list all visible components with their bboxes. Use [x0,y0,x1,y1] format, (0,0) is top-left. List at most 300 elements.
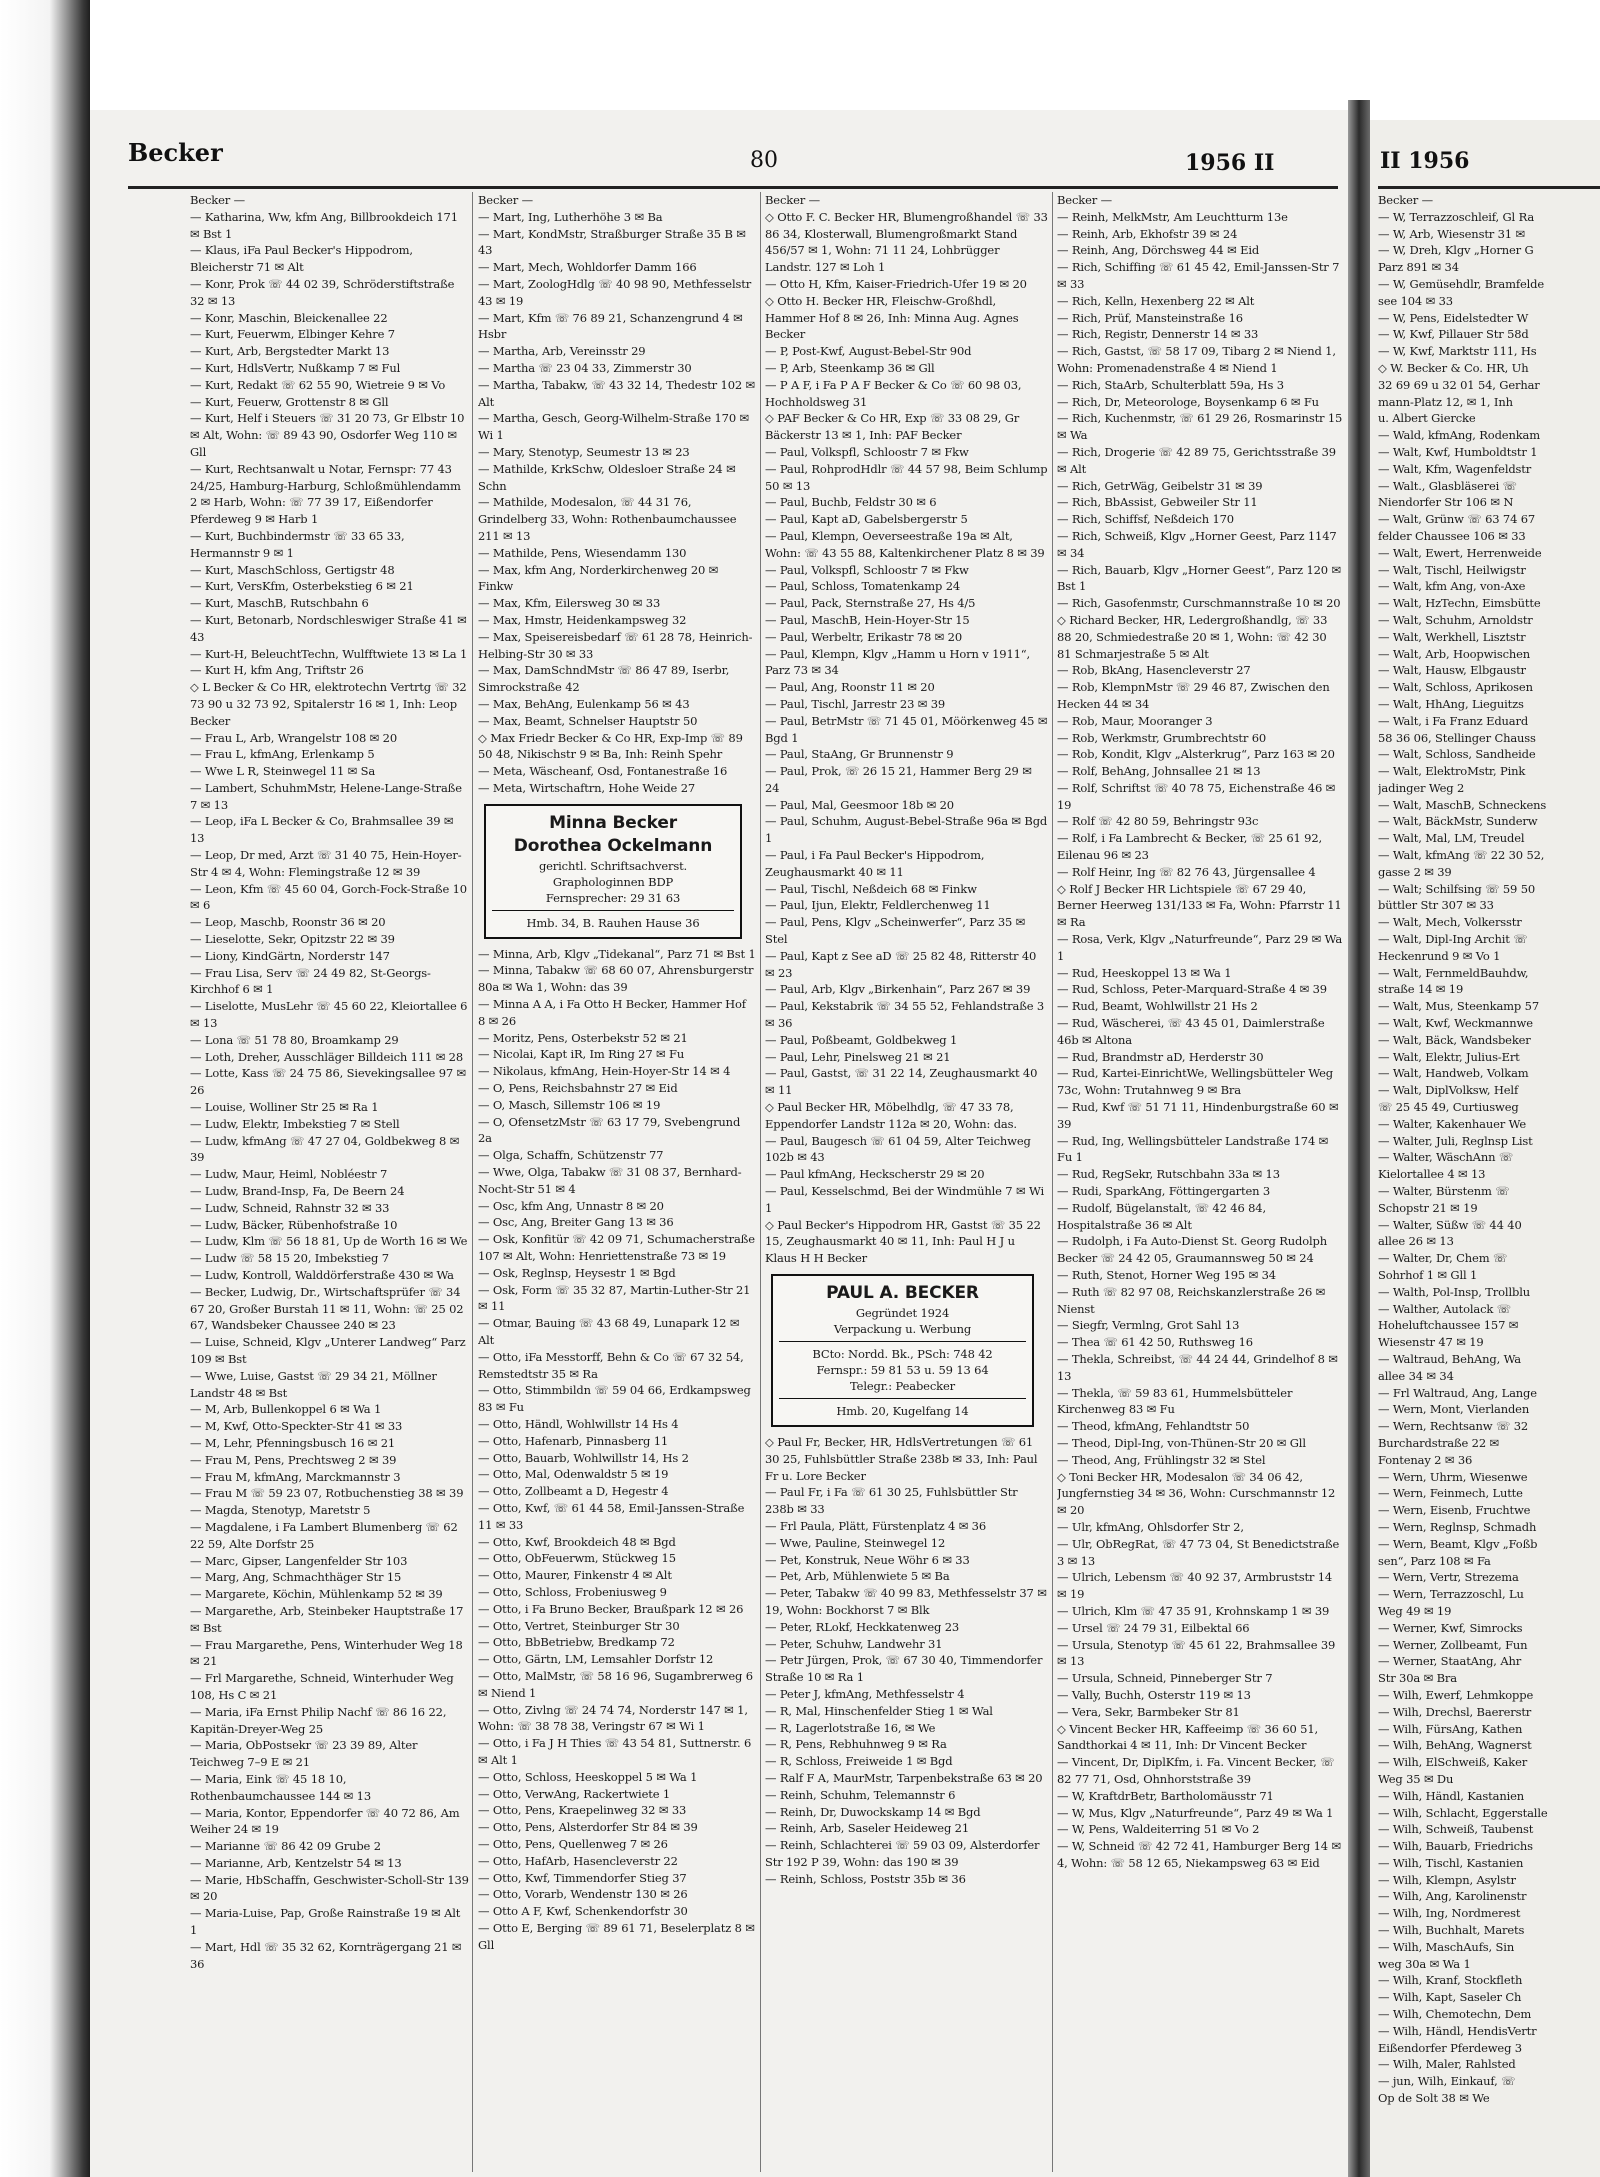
directory-entry: — Minna A A, i Fa Otto H Becker, Hammer Hof 8 ✉ 26 [478,997,746,1028]
directory-entry: — P, Arb, Steenkamp 36 ✉ Gll [765,360,935,375]
directory-entry: weg 30a ✉ Wa 1 [1378,1956,1471,1971]
directory-entry: — Werner, Kwf, Simrocks [1378,1620,1523,1635]
directory-entry: — Rud, Ing, Wellingsbütteler Landstraße 174 ✉ Fu 1 [1057,1133,1329,1165]
directory-entry: — Otto E, Berging ☏ 89 61 71, Beselerplatz 8 ✉ Gll [478,1920,755,1952]
directory-entry: — Waltraud, BehAng, Wa [1378,1351,1521,1366]
directory-entry: — W, Pens, Eidelstedter W [1378,310,1529,325]
directory-entry: — Reinh, Dr, Duwockskamp 14 ✉ Bgd [765,1804,981,1819]
directory-entry: — Paul, Kapt z See aD ☏ 25 82 48, Ritterstr 40 ✉ 23 [765,948,1037,980]
directory-entry: ◇ PAF Becker & Co HR, Exp ☏ 33 08 29, Gr Bäckerstr 13 ✉ 1, Inh: PAF Becker [765,411,1020,443]
directory-entry: — Mart, ZoologHdlg ☏ 40 98 90, Methfesselstr 43 ✉ 19 [478,276,752,308]
directory-entry: — Walt, Schloss, Aprikosen [1378,680,1533,695]
directory-entry: — Paul, Poßbeamt, Goldbekweg 1 [765,1032,958,1047]
directory-entry: — Walt, BäckMstr, Sunderw [1378,814,1538,829]
directory-entry: — W, KraftdrBetr, Bartholomäusstr 71 [1057,1788,1274,1803]
directory-entry: — Rob, Werkmstr, Grumbrechtstr 60 [1057,730,1267,745]
directory-entry: — Paul, Tischl, Neßdeich 68 ✉ Finkw [765,881,977,896]
directory-entry: — Katharina, Ww, kfm Ang, Billbrookdeich 171 ✉ Bst 1 [190,209,458,241]
directory-entry: — Otto, Pens, Quellenweg 7 ✉ 26 [478,1836,668,1851]
directory-entry: — Walt., Glasbläserei ☏ [1378,478,1517,493]
directory-entry: — Paul kfmAng, Heckscherstr 29 ✉ 20 [765,1167,985,1182]
directory-entry: — Kurt, Betonarb, Nordschleswiger Straße 41 ✉ 43 [190,612,467,644]
directory-entry: Fontenay 2 ✉ 36 [1378,1452,1473,1467]
directory-entry: — Magda, Stenotyp, Maretstr 5 [190,1503,371,1518]
directory-entry: — Peter, Tabakw ☏ 40 99 83, Methfesselstr 37 ✉ 19, Wohn: Bockhorst 7 ✉ Blk [765,1586,1047,1617]
directory-entry: — M, Arb, Bullenkoppel 6 ✉ Wa 1 [190,1402,382,1417]
page-header-name: Becker [128,138,223,167]
directory-entry: — Mart, Ing, Lutherhöhe 3 ✉ Ba [478,209,663,224]
directory-entry: — Maria, iFa Ernst Philip Nachf ☏ 86 16 22, Kapitän-Dreyer-Weg 25 [190,1704,447,1736]
directory-entry: ☏ 25 45 49, Curtiusweg [1378,1100,1519,1115]
directory-entry: — Walt, Kfm, Wagenfeldstr [1378,461,1532,476]
directory-entry: — R, Lagerlotstraße 16, ✉ We [765,1720,936,1735]
directory-entry: — Kurt, Arb, Bergstedter Markt 13 [190,344,390,359]
directory-entry: allee 26 ✉ 13 [1378,1234,1454,1249]
directory-entry: — Loth, Dreher, Ausschläger Billdeich 111 ✉ 28 [190,1049,464,1064]
directory-entry: 32 69 69 u 32 01 54, Gerhar [1378,377,1540,392]
directory-entry: — W, Terrazzoschleif, Gl Ra [1378,209,1535,224]
directory-entry: — Wilh, Drechsl, Baererstr [1378,1704,1532,1719]
directory-entry: — Paul, Werbeltr, Erikastr 78 ✉ 20 [765,629,963,644]
directory-entry: — Werner, Zollbeamt, Fun [1378,1637,1528,1652]
directory-entry: Kielortallee 4 ✉ 13 [1378,1167,1486,1182]
directory-entry: — Walter, Kakenhauer We [1378,1116,1526,1131]
ad-title: Minna Becker [549,812,677,833]
directory-entry: — Otto, Bauarb, Wohlwillstr 14, Hs 2 [478,1450,689,1465]
directory-entry: — Paul, Buchb, Feldstr 30 ✉ 6 [765,495,937,510]
directory-entry: — P, Post-Kwf, August-Bebel-Str 90d [765,344,972,359]
directory-entry: — Peter, Schuhw, Landwehr 31 [765,1636,943,1651]
directory-entry: — Otto, i Fa J H Thies ☏ 43 54 81, Suttnerstr. 6 ✉ Alt 1 [478,1736,752,1767]
directory-entry: — Frau M ☏ 59 23 07, Rotbuchenstieg 38 ✉ 39 [190,1486,464,1501]
directory-entry: — Otto, Kwf, Brookdeich 48 ✉ Bgd [478,1534,676,1549]
directory-entry: — Wilh, MaschAufs, Sin [1378,1939,1515,1954]
directory-entry: — Walt, DiplVolksw, Helf [1378,1083,1519,1098]
advertisement-minna-becker [484,804,742,939]
directory-entry: — Otto, Pens, Alsterdorfer Str 84 ✉ 39 [478,1820,698,1835]
directory-entry: — Peter, RLokf, Heckkatenweg 23 [765,1619,960,1634]
directory-entry: — Max, Kfm, Eilersweg 30 ✉ 33 [478,596,661,611]
directory-column-3 [765,192,1048,2177]
ad-divider [779,1398,1026,1399]
directory-entry: allee 34 ✉ 34 [1378,1368,1454,1383]
directory-entry: — Otto H, Kfm, Kaiser-Friedrich-Ufer 19 ✉ 20 [765,276,1027,291]
directory-entry: — Otto, Händl, Wohlwillstr 14 Hs 4 [478,1417,679,1431]
directory-entry: — Kurt H, kfm Ang, Triftstr 26 [190,663,364,678]
ad-line: gerichtl. Schriftsachverst. [538,858,688,873]
directory-entry: — Paul, Klempn, Klgv „Hamm u Horn v 1911“, Parz 73 ✉ 34 [765,646,1031,678]
directory-entry: — Walt, Elektr, Julius-Ert [1378,1049,1520,1064]
directory-entry: — Frau M, Pens, Prechtsweg 2 ✉ 39 [190,1452,397,1467]
directory-entry: — Wilh, Schlacht, Eggerstalle [1378,1805,1548,1820]
directory-entry: — M, Lehr, Pfenningsbusch 16 ✉ 21 [190,1435,396,1450]
directory-entry: — Otmar, Bauing ☏ 43 68 49, Lunapark 12 ✉ Alt [478,1316,740,1348]
directory-entry: — Wern, Rechtsanw ☏ 32 [1378,1419,1529,1434]
directory-entry: — Frl Paula, Plätt, Fürstenplatz 4 ✉ 36 [765,1518,987,1533]
directory-entry: — Walther, Autolack ☏ [1378,1301,1511,1316]
directory-entry: — Pet, Konstruk, Neue Wöhr 6 ✉ 33 [765,1552,970,1567]
directory-entry: — Leop, Dr med, Arzt ☏ 31 40 75, Hein-Hoyer-Str 4 ✉ 4, Wohn: Flemingstraße 12 ✉ 39 [190,848,462,879]
directory-entry: — Magdalene, i Fa Lambert Blumenberg ☏ 62 22 59, Alte Dorfstr 25 [190,1519,458,1551]
directory-entry: — Konr, Prok ☏ 44 02 39, Schröderstiftstraße 32 ✉ 13 [190,276,455,308]
directory-entry: — Max, Beamt, Schnelser Hauptstr 50 [478,713,698,728]
directory-entry: — Rich, Drogerie ☏ 42 89 75, Gerichtsstraße 39 ✉ Alt [1057,444,1336,476]
directory-entry: — Paul, Volkspfl, Schloostr 7 ✉ Fkw [765,444,969,459]
directory-entry: — Max, kfm Ang, Norderkirchenweg 20 ✉ Finkw [478,562,719,594]
directory-entry: — Max, Hmstr, Heidenkampsweg 32 [478,612,687,627]
directory-entry: — jun, Wilh, Einkauf, ☏ [1378,2074,1516,2089]
directory-entry: u. Albert Giercke [1378,411,1476,426]
directory-entry: — Rud, Wäscherei, ☏ 43 45 01, Daimlerstraße 46b ✉ Altona [1057,1016,1325,1047]
advertisement-paul-a-becker [771,1274,1034,1427]
directory-entry: — Frau L, kfmAng, Erlenkamp 5 [190,747,375,762]
directory-entry: — Wern, Vertr, Strezema [1378,1570,1519,1585]
directory-entry: — R, Mal, Hinschenfelder Stieg 1 ✉ Wal [765,1703,993,1718]
directory-entry: — Kurt, Redakt ☏ 62 55 90, Wietreie 9 ✉ Vo [190,377,446,392]
directory-entry: — Wilh, Chemotechn, Dem [1378,2007,1532,2022]
directory-entry: — Paul, Arb, Klgv „Birkenhain“, Parz 267 ✉ 39 [765,982,1031,997]
directory-entry: straße 14 ✉ 19 [1378,982,1464,997]
directory-entry: — Rud, Schloss, Peter-Marquard-Straße 4 ✉ 39 [1057,982,1327,997]
directory-entry: — Rich, Schweiß, Klgv „Horner Geest, Parz 1147 ✉ 34 [1057,528,1337,560]
directory-entry: — Wilh, Ing, Nordmerest [1378,1906,1521,1921]
directory-entry: — Kurt, MaschB, Rutschbahn 6 [190,596,369,611]
directory-entry: — R, Schloss, Freiweide 1 ✉ Bgd [765,1754,953,1769]
directory-entry: — Ursula, Schneid, Pinneberger Str 7 [1057,1671,1273,1686]
facing-header-rule [1378,186,1600,189]
directory-entry: — Louise, Wolliner Str 25 ✉ Ra 1 [190,1100,379,1115]
directory-entry: — Rich, Kelln, Hexenberg 22 ✉ Alt [1057,293,1255,308]
directory-entry: — Walt, Bäck, Wandsbeker [1378,1032,1531,1047]
directory-entry: — Liony, KindGärtn, Norderstr 147 [190,948,390,963]
directory-entry: — W, Gemüsehdlr, Bramfelde [1378,276,1544,291]
directory-entry: — Ursel ☏ 24 79 31, Eilbektal 66 [1057,1620,1250,1635]
directory-entry: — Paul, Kapt aD, Gabelsbergerstr 5 [765,512,968,527]
directory-entry: — Wwe, Luise, Gastst ☏ 29 34 21, Möllner Landstr 48 ✉ Bst [190,1368,437,1400]
directory-entry: — Theod, Dipl-Ing, von-Thünen-Str 20 ✉ Gll [1057,1435,1306,1450]
directory-entry: büttler Str 307 ✉ 33 [1378,898,1494,913]
directory-entry: — Rud, Heeskoppel 13 ✉ Wa 1 [1057,965,1232,980]
directory-entry: — Rudolph, i Fa Auto-Dienst St. Georg Rudolph Becker ☏ 24 42 05, Graumannsweg 50 ✉ 24 [1057,1234,1328,1266]
ad-divider [492,910,734,911]
directory-entry: — Otto, Pens, Kraepelinweg 32 ✉ 33 [478,1803,687,1818]
directory-entry: — Mathilde, KrkSchw, Oldesloer Straße 24 ✉ Schn [478,461,736,493]
directory-entry: ◇ Otto H. Becker HR, Fleischw-Großhdl, Hammer Hof 8 ✉ 26, Inh: Minna Aug. Agnes Becker [765,293,1019,342]
page-header-year: 1956 II [1185,150,1275,176]
directory-entry: — Ursula, Stenotyp ☏ 45 61 22, Brahmsallee 39 ✉ 13 [1057,1637,1336,1669]
directory-entry: — Ralf F A, MaurMstr, Tarpenbekstraße 63 ✉ 20 [765,1770,1043,1785]
directory-entry: — Otto A F, Kwf, Schenkendorfstr 30 [478,1904,688,1919]
directory-entry: — Paul, Pack, Sternstraße 27, Hs 4/5 [765,596,976,611]
directory-entry: Schopstr 21 ✉ 19 [1378,1200,1478,1215]
directory-entry: — Wilh, Buchhalt, Marets [1378,1923,1525,1938]
directory-entry: — Rolf Heinr, Ing ☏ 82 76 43, Jürgensallee 4 [1057,864,1316,879]
directory-entry: — Reinh, Arb, Saseler Heideweg 21 [765,1821,970,1836]
directory-entry: — Walt, Mech, Volkersstr [1378,915,1522,930]
directory-entry: — Walt, Mus, Steenkamp 57 [1378,999,1539,1014]
directory-entry: — Walt, kfmAng ☏ 22 30 52, [1378,848,1545,863]
directory-entry: — Walt, Hausw, Elbgaustr [1378,663,1526,678]
directory-entry: — Meta, Wirtschaftrn, Hohe Weide 27 [478,780,696,795]
directory-entry: — Walter, WäschAnn ☏ [1378,1150,1514,1165]
directory-entry: mann-Platz 12, ✉ 1, Inh [1378,394,1513,409]
directory-entry: — Kurt, Feuerw, Grottenstr 8 ✉ Gll [190,394,389,409]
directory-entry: — Vally, Buchh, Osterstr 119 ✉ 13 [1057,1687,1251,1702]
directory-entry: — Otto, Schloss, Frobeniusweg 9 [478,1584,667,1599]
directory-entry: — Paul Fr, i Fa ☏ 61 30 25, Fuhlsbüttler Str 238b ✉ 33 [765,1485,1018,1517]
directory-entry: — Rud, RegSekr, Rutschbahn 33a ✉ 13 [1057,1167,1280,1182]
directory-entry: see 104 ✉ 33 [1378,293,1453,308]
directory-entry: — Rich, Schiffing ☏ 61 45 42, Emil-Janssen-Str 7 ✉ 33 [1057,260,1340,291]
directory-entry: — Kurt, Rechtsanwalt u Notar, Fernspr: 77 43 24/25, Hamburg-Harburg, Schloßmühlendamm 2 ✉ Harb, Wohn: ☏ 77 39 17, Eißendorfer Pferdeweg 9 ✉ Harb 1 [190,461,461,527]
ad-phone: Fernsprecher: 29 31 63 [545,890,681,905]
directory-entry: — Martha, Gesch, Georg-Wilhelm-Straße 170 ✉ Wi 1 [478,411,750,443]
directory-entry: — Marie, HbSchaffn, Geschwister-Scholl-Str 139 ✉ 20 [190,1872,469,1904]
directory-entry: — Rich, StaArb, Schulterblatt 59a, Hs 3 [1057,377,1284,392]
directory-entry: — Ludw, Maur, Heiml, Nobléestr 7 [190,1167,388,1182]
directory-entry: — Becker, Ludwig, Dr., Wirtschaftsprüfer ☏ 34 67 20, Großer Burstah 11 ✉ 11, Wohn: ☏ 25 02 67, Wandsbeker Chaussee 240 ✉ 23 [190,1284,464,1333]
directory-entry: Burchardstraße 22 ✉ [1378,1435,1500,1450]
directory-entry: — Paul, Lehr, Pinelsweg 21 ✉ 21 [765,1049,951,1064]
directory-entry: — Ulrich, Klm ☏ 47 35 91, Krohnskamp 1 ✉ 39 [1057,1603,1330,1618]
facing-directory-column [1378,192,1600,2177]
directory-entry: — Otto, Kwf, Timmendorfer Stieg 37 [478,1870,687,1885]
directory-entry: — Mart, KondMstr, Straßburger Straße 35 B ✉ 43 [478,226,746,258]
directory-entry: — Klaus, iFa Paul Becker's Hippodrom, Bleicherstr 71 ✉ Alt [190,243,413,275]
directory-entry: — Reinh, MelkMstr, Am Leuchtturm 13e [1057,209,1288,224]
directory-entry: — Walt, kfm Ang, von-Axe [1378,579,1526,594]
directory-entry: — Kurt, MaschSchloss, Gertigstr 48 [190,562,395,577]
directory-entry: 58 36 06, Stellinger Chauss [1378,730,1536,745]
directory-entry: — Osk, Form ☏ 35 32 87, Martin-Luther-Str 21 ✉ 11 [478,1282,751,1314]
directory-entry: — Paul, Klempn, Oeverseestraße 19a ✉ Alt, Wohn: ☏ 43 55 88, Kaltenkirchener Platz 8 ✉ 39 [765,528,1045,560]
directory-entry: — Petr Jürgen, Prok, ☏ 67 30 40, Timmendorfer Straße 10 ✉ Ra 1 [765,1653,1043,1685]
directory-entry: — Wwe, Pauline, Steinwegel 12 [765,1535,946,1550]
directory-entry: — Paul, BetrMstr ☏ 71 45 01, Möörkenweg 45 ✉ Bgd 1 [765,713,1048,745]
directory-entry: — Wald, kfmAng, Rodenkam [1378,428,1540,443]
directory-entry: — Reinh, Ang, Dörchsweg 44 ✉ Eid [1057,243,1260,258]
directory-entry: — Ludw, Brand-Insp, Fa, De Beern 24 [190,1184,405,1199]
directory-entry: — Walt, Arb, Hoopwischen [1378,646,1531,661]
ad-line: Verpackung u. Werbung [833,1322,972,1336]
directory-entry: — Ludw, Schneid, Rahnstr 32 ✉ 33 [190,1200,390,1215]
directory-entry: — Wilh, FürsAng, Kathen [1378,1721,1523,1736]
directory-entry: — Otto, Vertret, Steinburger Str 30 [478,1618,680,1633]
directory-entry: ◇ L Becker & Co HR, elektrotechn Vertrtg ☏ 32 73 90 u 32 73 92, Spitalerstr 16 ✉ 1, Inh: Leop Becker [190,680,467,728]
directory-entry: — Wwe L R, Steinwegel 11 ✉ Sa [190,764,376,779]
directory-entry: Becker — [478,193,533,207]
directory-entry: Weg 35 ✉ Du [1378,1771,1454,1786]
directory-entry: — Peter J, kfmAng, Methfesselstr 4 [765,1686,965,1701]
directory-entry: — Reinh, Schuhm, Telemannstr 6 [765,1787,956,1802]
directory-entry: — Max, DamSchndMstr ☏ 86 47 89, Iserbr, Simrockstraße 42 [478,663,730,695]
directory-entry: — Wern, Mont, Vierlanden [1378,1402,1530,1417]
directory-entry: — Otto, Vorarb, Wendenstr 130 ✉ 26 [478,1887,688,1902]
directory-entry: — Wern, Feinmech, Lutte [1378,1486,1523,1501]
directory-entry: — Marg, Ang, Schmachthäger Str 15 [190,1570,402,1585]
directory-entry: Niendorfer Str 106 ✉ N [1378,495,1514,510]
directory-entry: — Luise, Schneid, Klgv „Unterer Landweg“ Parz 109 ✉ Bst [190,1335,466,1366]
page-number: 80 [750,148,778,173]
directory-entry: — Wilh, Händl, Kastanien [1378,1788,1525,1803]
directory-entry: — Paul, Mal, Geesmoor 18b ✉ 20 [765,797,954,812]
directory-entry: — Walter, Bürstenm ☏ [1378,1184,1510,1199]
directory-entry: — W, Kwf, Pillauer Str 58d [1378,327,1529,342]
directory-entry: — Martha, Tabakw, ☏ 43 32 14, Thedestr 102 ✉ Alt [478,377,756,409]
directory-entry: — Rob, Kondit, Klgv „Alsterkrug“, Parz 163 ✉ 20 [1057,747,1335,762]
directory-column-1 [190,192,470,2177]
directory-entry: — Paul, Gastst, ☏ 31 22 14, Zeughausmarkt 40 ✉ 11 [765,1066,1038,1098]
directory-entry: — Frl Margarethe, Schneid, Winterhuder Weg 108, Hs C ✉ 21 [190,1671,454,1702]
directory-entry: — Osk, Reglnsp, Heysestr 1 ✉ Bgd [478,1265,676,1280]
ad-address: Hmb. 34, B. Rauhen Hause 36 [526,915,700,930]
directory-entry: — Wern, Uhrm, Wiesenwe [1378,1469,1528,1484]
directory-entry: — Wilh, Bauarb, Friedrichs [1378,1839,1533,1854]
directory-entry: — Walt, Werkhell, Lisztstr [1378,629,1526,644]
directory-entry: — Ulrich, Lebensm ☏ 40 92 37, Armbruststr 14 ✉ 19 [1057,1570,1333,1602]
directory-entry: — Otto, i Fa Bruno Becker, Braußpark 12 ✉ 26 [478,1601,744,1616]
column-divider [1052,192,1053,2172]
directory-entry: ◇ Otto F. C. Becker HR, Blumengroßhandel ☏ 33 86 34, Klosterwall, Blumengroßmarkt Stand 456/57 ✉ 1, Wohn: 71 11 24, Lohbrügger Landstr. 127 ✉ Loh 1 [765,209,1048,275]
directory-entry: ◇ Paul Becker's Hippodrom HR, Gastst ☏ 35 22 15, Zeughausmarkt 40 ✉ 11, Inh: Paul H J u Klaus H H Becker [765,1217,1041,1266]
directory-entry: — Paul, Pens, Klgv „Scheinwerfer“, Parz 35 ✉ Stel [765,915,1026,947]
directory-entry: — Martha ☏ 23 04 33, Zimmerstr 30 [478,360,692,375]
directory-entry: — Lona ☏ 51 78 80, Broamkamp 29 [190,1032,399,1047]
directory-entry: — Walth, Pol-Insp, Trollblu [1378,1284,1530,1299]
directory-entry: — Paul, Schloss, Tomatenkamp 24 [765,579,961,594]
directory-entry: Becker — [765,193,820,207]
directory-entry: — Wilh, Händl, HendisVertr [1378,2023,1537,2038]
ad-line: Graphologinnen BDP [552,874,674,889]
directory-entry: — Lotte, Kass ☏ 24 75 86, Sievekingsallee 97 ✉ 26 [190,1066,467,1098]
directory-entry: ◇ Paul Becker HR, Möbelhdlg, ☏ 47 33 78, Eppendorfer Landstr 112a ✉ 20, Wohn: das. [765,1100,1017,1131]
directory-entry: — Walt, Kwf, Humboldtstr 1 [1378,444,1538,459]
directory-entry: — Ludw, Klm ☏ 56 18 81, Up de Worth 16 ✉ We [190,1234,468,1249]
directory-entry: — Walt, Schloss, Sandheide [1378,747,1536,762]
facing-page-header-year: II 1956 [1380,148,1470,174]
directory-entry: ◇ W. Becker & Co. HR, Uh [1378,360,1529,375]
directory-entry: — Walter, Juli, Reglnsp List [1378,1133,1533,1148]
directory-entry: — Reinh, Schloss, Poststr 35b ✉ 36 [765,1871,966,1886]
directory-entry: Becker — [1057,193,1112,207]
directory-entry: — Marc, Gipser, Langenfelder Str 103 [190,1553,408,1568]
directory-entry: — Otto, HafArb, Hasencleverstr 22 [478,1853,678,1868]
directory-entry: — Osk, Konfitür ☏ 42 09 71, Schumacherstraße 107 ✉ Alt, Wohn: Henriettenstraße 73 ✉ 19 [478,1232,755,1264]
directory-entry: — Mathilde, Pens, Wiesendamm 130 [478,545,687,560]
directory-entry: — Thekla, ☏ 59 83 61, Hummelsbütteler Kirchenweg 83 ✉ Fu [1057,1385,1293,1417]
directory-entry: — Mart, Kfm ☏ 76 89 21, Schanzengrund 4 ✉ Hsbr [478,310,743,342]
directory-entry: — Walter, Süßw ☏ 44 40 [1378,1217,1522,1232]
directory-entry: — Mart, Hdl ☏ 35 32 62, Kornträgergang 21 ✉ 36 [190,1939,462,1971]
directory-entry: — Frl Waltraud, Ang, Lange [1378,1385,1537,1400]
directory-entry: — Ludw, kfmAng ☏ 47 27 04, Goldbekweg 8 ✉ 39 [190,1133,460,1165]
directory-entry: — Wilh, Ang, Karolinenstr [1378,1889,1527,1904]
directory-entry: — Liselotte, MusLehr ☏ 45 60 22, Kleiortallee 6 ✉ 13 [190,999,468,1031]
directory-entry: — Vera, Sekr, Barmbeker Str 81 [1057,1704,1240,1719]
directory-entry: — Nicolai, Kapt iR, Im Ring 27 ✉ Fu [478,1047,685,1062]
directory-entry: — Ruth ☏ 82 97 08, Reichskanzlerstraße 26 ✉ Nienst [1057,1284,1326,1316]
directory-entry: — Lambert, SchuhmMstr, Helene-Lange-Straße 7 ✉ 13 [190,780,462,812]
directory-entry: — R, Pens, Rebhuhnweg 9 ✉ Ra [765,1737,947,1752]
directory-entry: jadinger Weg 2 [1378,780,1465,795]
ad-divider [779,1341,1026,1342]
directory-entry: — Paul, Ang, Roonstr 11 ✉ 20 [765,680,935,695]
directory-entry: — Walt, Schuhm, Arnoldstr [1378,612,1533,627]
directory-entry: — Otto, Zollbeamt a D, Hegestr 4 [478,1484,669,1499]
directory-entry: — Kurt, Helf i Steuers ☏ 31 20 73, Gr Elbstr 10 ✉ Alt, Wohn: ☏ 89 43 90, Osdorfer Weg 110 ✉ Gll [190,411,465,459]
directory-entry: — Rud, Kartei-EinrichtWe, Wellingsbütteler Weg 73c, Wohn: Trutahnweg 9 ✉ Bra [1057,1066,1333,1098]
directory-entry: — Leop, Maschb, Roonstr 36 ✉ 20 [190,915,386,930]
book-gutter [1348,100,1370,2177]
directory-entry: — Otto, Gärtn, LM, Lemsahler Dorfstr 12 [478,1652,714,1667]
directory-entry: ◇ Richard Becker, HR, Ledergroßhandlg, ☏ 33 88 20, Schmiedestraße 20 ✉ 1, Wohn: ☏ 42 30 81 Schmarjestraße 5 ✉ Alt [1057,612,1328,661]
directory-entry: — Rud, Brandmstr aD, Herderstr 30 [1057,1049,1264,1064]
directory-entry: — Otto, VerwAng, Rackertwiete 1 [478,1786,671,1801]
directory-entry: — Maria-Luise, Pap, Große Rainstraße 19 ✉ Alt 1 [190,1906,461,1938]
directory-entry: — W, Mus, Klgv „Naturfreunde“, Parz 49 ✉ Wa 1 [1057,1805,1334,1820]
directory-entry: — Ruth, Stenot, Horner Weg 195 ✉ 34 [1057,1268,1276,1282]
directory-column-2 [478,192,756,2177]
directory-entry: — Ludw, Elektr, Imbekstieg 7 ✉ Stell [190,1116,400,1131]
directory-entry: — Paul, Kesselschmd, Bei der Windmühle 7 ✉ Wi 1 [765,1184,1044,1215]
directory-entry: — Walt, Mal, LM, Treudel [1378,831,1525,846]
directory-entry: — Rich, Gastst, ☏ 58 17 09, Tibarg 2 ✉ Niend 1, Wohn: Promenadenstraße 4 ✉ Niend 1 [1057,344,1336,375]
directory-entry: — Werner, StaatAng, Ahr [1378,1654,1522,1669]
directory-entry: — Osc, Ang, Breiter Gang 13 ✉ 36 [478,1215,674,1230]
directory-entry: — Otto, MalMstr, ☏ 58 16 96, Sugambrerweg 6 ✉ Niend 1 [478,1668,753,1700]
ad-subtitle: Dorothea Ockelmann [513,835,713,856]
directory-entry: — Meta, Wäscheanf, Osd, Fontanestraße 16 [478,764,728,779]
directory-entry: — Paul, Ijun, Elektr, Feldlerchenweg 11 [765,898,991,913]
directory-entry: — Walt, Kwf, Weckmannwe [1378,1016,1533,1031]
directory-entry: — Paul, Kekstabrik ☏ 34 55 52, Fehlandstraße 3 ✉ 36 [765,999,1045,1031]
directory-entry: Eißendorfer Pferdeweg 3 [1378,2040,1522,2055]
directory-entry: — Paul, Volkspfl, Schloostr 7 ✉ Fkw [765,562,969,577]
directory-entry: — Max, BehAng, Eulenkamp 56 ✉ 43 [478,696,690,711]
directory-entry: ◇ Max Friedr Becker & Co HR, Exp-Imp ☏ 89 50 48, Nikischstr 9 ✉ Ba, Inh: Reinh Spehr [478,730,743,762]
directory-entry: — Walt, MaschB, Schneckens [1378,797,1547,812]
directory-entry: — Max, Speisereisbedarf ☏ 61 28 78, Heinrich-Helbing-Str 30 ✉ 33 [478,629,753,661]
directory-entry: — Kurt, VersKfm, Osterbekstieg 6 ✉ 21 [190,579,414,594]
directory-entry: — Wilh, Kapt, Saseler Ch [1378,1990,1522,2005]
directory-entry: — Rich, Prüf, Mansteinstraße 16 [1057,310,1243,325]
directory-entry: — W, Arb, Wiesenstr 31 ✉ [1378,226,1525,241]
directory-entry: — Otto, Maurer, Finkenstr 4 ✉ Alt [478,1568,672,1583]
directory-entry: — Paul, Baugesch ☏ 61 04 59, Alter Teichweg 102b ✉ 43 [765,1133,1031,1165]
ad-line: Gegründet 1924 [855,1306,950,1320]
directory-entry: ◇ Toni Becker HR, Modesalon ☏ 34 06 42, Jungfernstieg 34 ✉ 36, Wohn: Curschmannstr 12 ✉ 20 [1057,1469,1336,1518]
directory-entry: — W, Dreh, Klgv „Horner G [1378,243,1534,258]
directory-entry: — Otto, Mal, Odenwaldstr 5 ✉ 19 [478,1467,669,1482]
book-edge-shadow [0,0,90,2177]
directory-entry: — Otto, iFa Messtorff, Behn & Co ☏ 67 32 54, Remstedtstr 35 ✉ Ra [478,1349,744,1381]
directory-entry: — Theod, Ang, Frühlingstr 32 ✉ Stel [1057,1452,1266,1467]
directory-entry: — Leon, Kfm ☏ 45 60 04, Gorch-Fock-Straße 10 ✉ 6 [190,881,467,913]
directory-entry: — Minna, Arb, Klgv „Tidekanal“, Parz 71 ✉ Bst 1 [478,946,756,961]
directory-entry: — Otto, Kwf, ☏ 61 44 58, Emil-Janssen-Straße 11 ✉ 33 [478,1500,745,1532]
directory-entry: — Rob, KlempnMstr ☏ 29 46 87, Zwischen den Hecken 44 ✉ 34 [1057,680,1330,711]
directory-entry: — Leop, iFa L Becker & Co, Brahmsallee 39 ✉ 13 [190,814,454,846]
directory-entry: — W, Kwf, Marktstr 111, Hs [1378,344,1537,359]
directory-entry: — Maria, Eink ☏ 45 18 10, Rothenbaumchaussee 144 ✉ 13 [190,1771,372,1803]
directory-entry: — Rob, Maur, Mooranger 3 [1057,713,1213,728]
ad-line: Telegr.: Peabecker [850,1379,955,1393]
directory-entry: — Mart, Mech, Wohldorfer Damm 166 [478,260,697,275]
directory-entry: — Lieselotte, Sekr, Opitzstr 22 ✉ 39 [190,932,395,947]
directory-entry: — Rolf, i Fa Lambrecht & Becker, ☏ 25 61 92, Eilenau 96 ✉ 23 [1057,831,1323,863]
directory-entry: — Maria, ObPostsekr ☏ 23 39 89, Alter Teichweg 7–9 E ✉ 21 [190,1738,418,1770]
directory-entry: — P A F, i Fa P A F Becker & Co ☏ 60 98 03, Hochholdsweg 31 [765,377,1022,409]
